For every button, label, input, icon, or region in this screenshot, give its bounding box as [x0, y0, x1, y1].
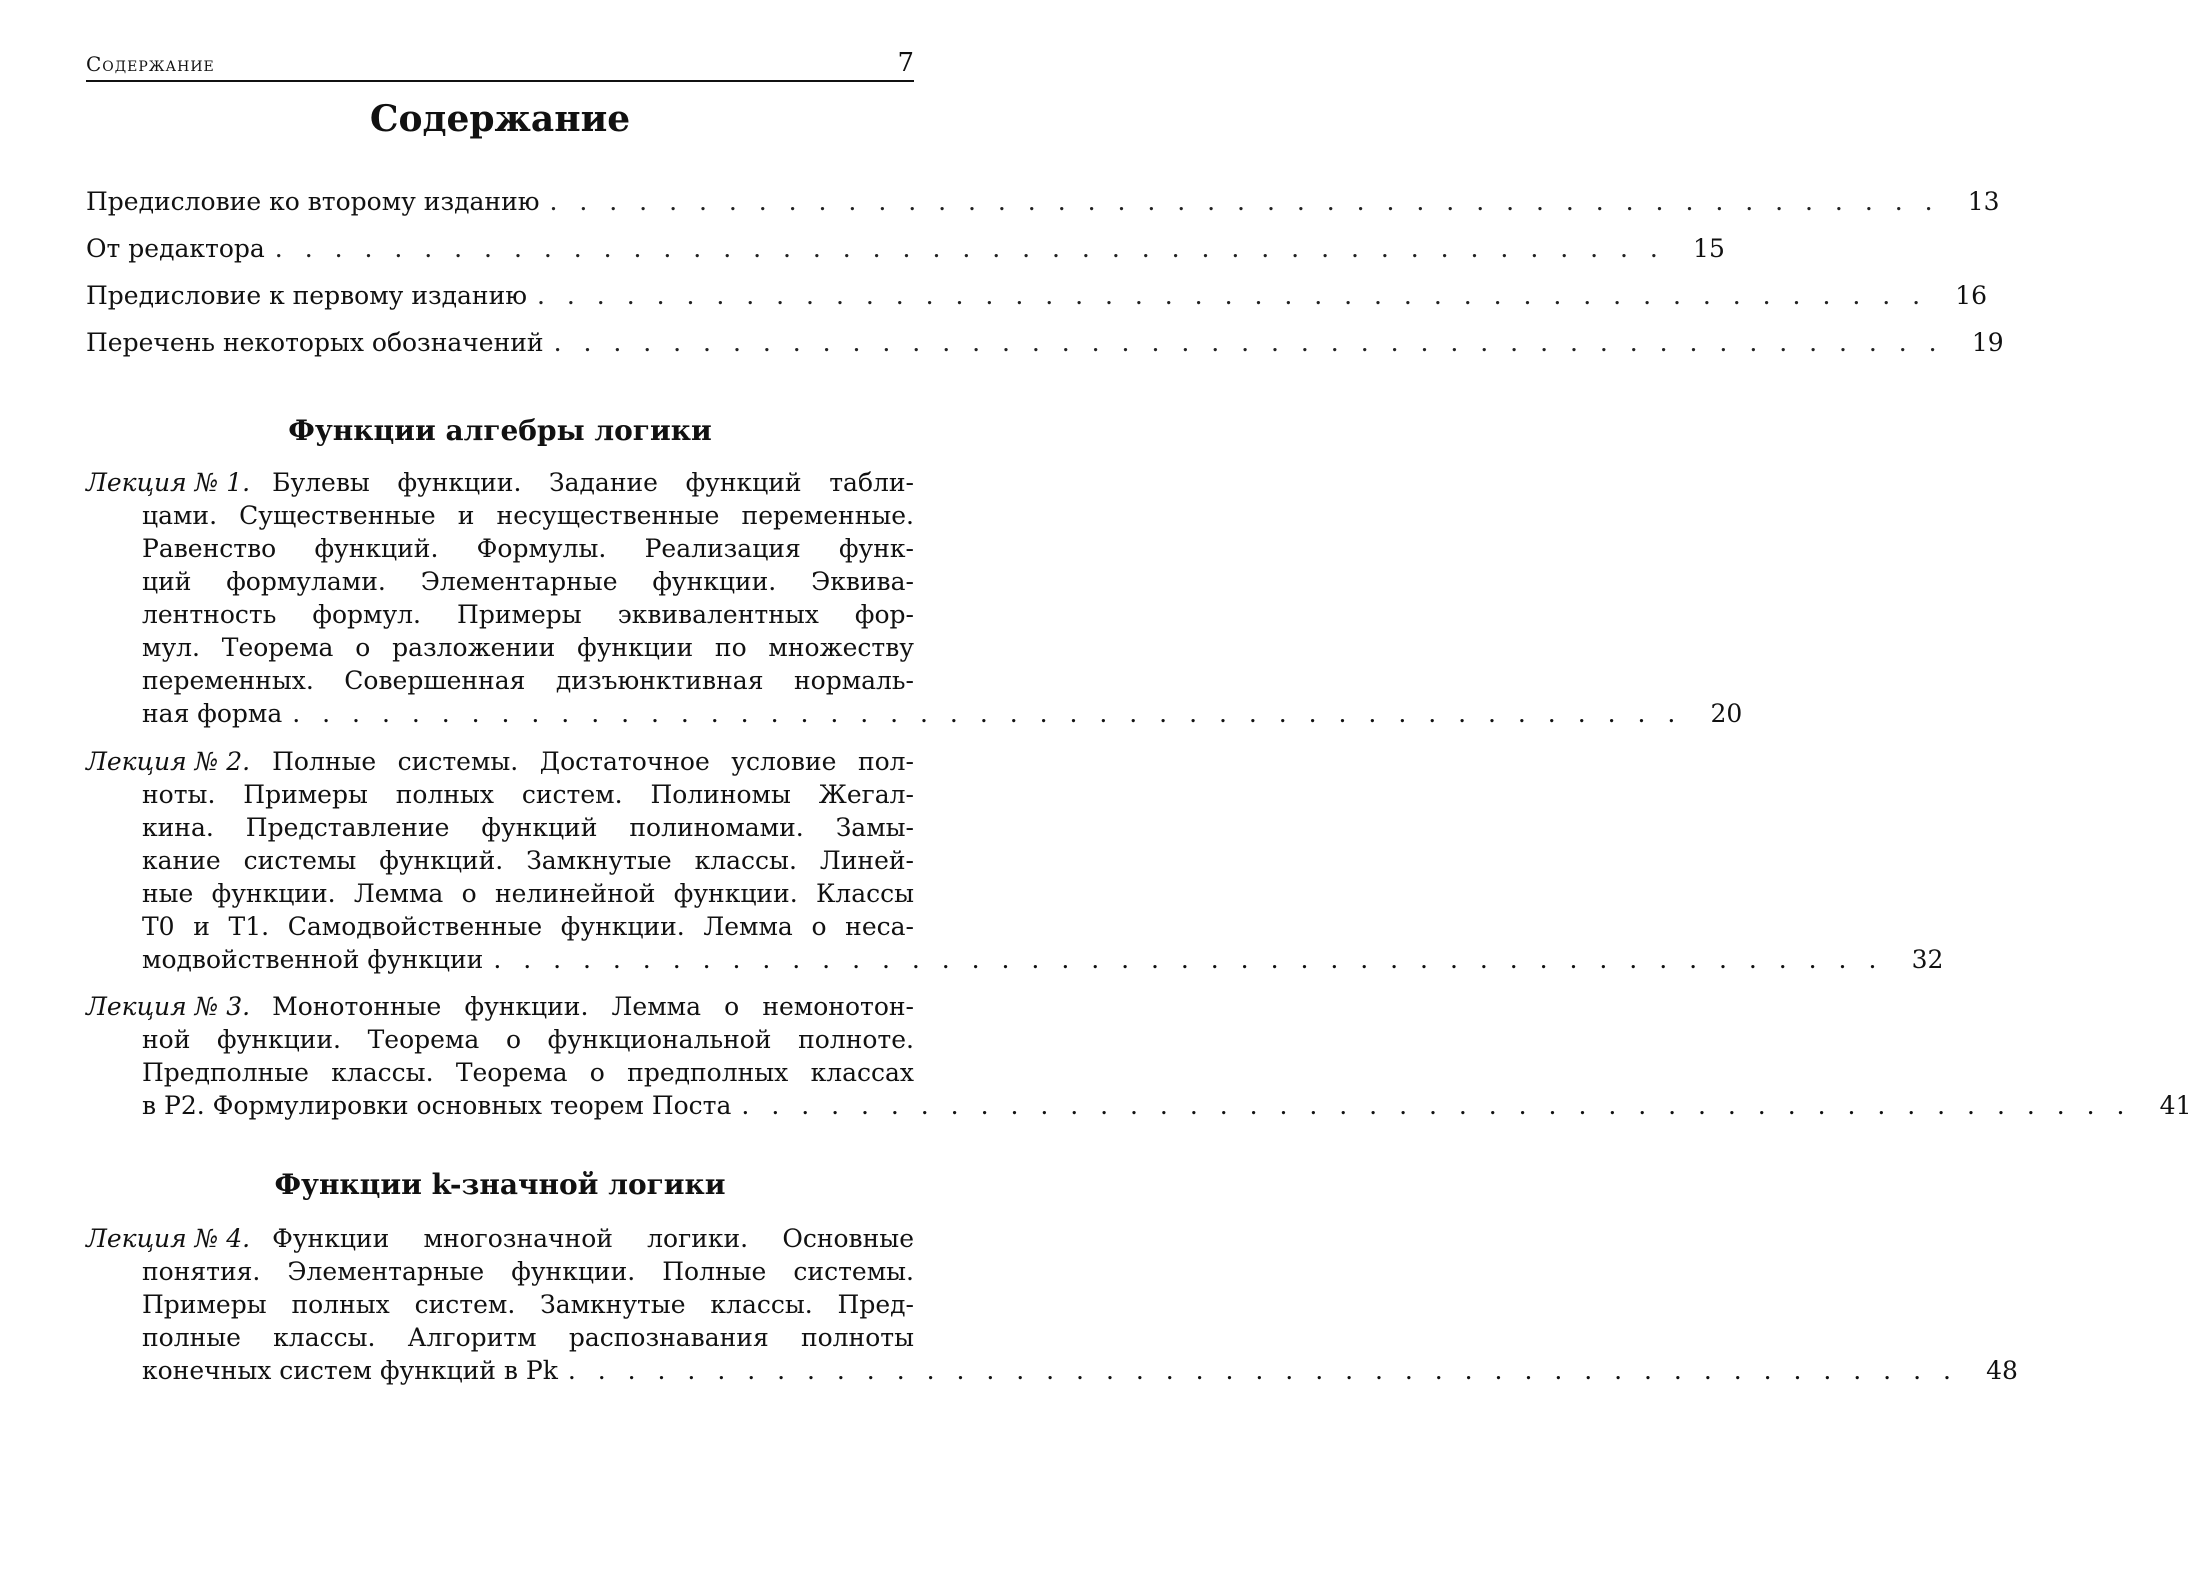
lecture-text: кание системы функций. Замкнутые классы. Линей- — [142, 846, 914, 875]
lecture-label: Лекция № 1. — [86, 468, 251, 497]
lecture-text: ций формулами. Элементарные функции. Эквива- — [142, 567, 914, 596]
lecture-text: мул. Теорема о разложении функции по множеству — [142, 633, 914, 662]
lecture-text: Предполные классы. Теорема о предполных классах — [142, 1058, 914, 1087]
lecture-entry-3[interactable] — [86, 990, 2191, 1122]
lecture-line — [86, 811, 914, 844]
lecture-text: в P2. Формулировки основных теорем Поста — [142, 1091, 732, 1120]
lecture-label: Лекция № 3. — [86, 992, 251, 1021]
running-head-page-number: 7 — [897, 48, 914, 78]
lecture-entry-4[interactable] — [86, 1222, 2018, 1387]
lecture-line — [86, 697, 1743, 730]
toc-entry-editor-note[interactable] — [86, 225, 1725, 272]
leader-dots: . . . . . . . . . . . . . . . . . . . . . . . . . . . . . . . . . . . . . . . . . . . . . . . — [274, 234, 1665, 263]
toc-entry-label: Предисловие к первому изданию — [86, 281, 528, 310]
running-head-title: Содержание — [86, 52, 215, 76]
toc-entry-label: Перечень некоторых обозначений — [86, 328, 544, 357]
leader-dots: . . . . . . . . . . . . . . . . . . . . . . . . . . . . . . . . . . . . . . . . . . . . . . . — [741, 1091, 2132, 1120]
lecture-text: ные функции. Лемма о нелинейной функции. Классы — [142, 879, 914, 908]
toc-entry-notation-list[interactable] — [86, 319, 2004, 366]
lecture-line — [86, 1089, 2191, 1122]
lecture-entry-2[interactable] — [86, 745, 1944, 976]
lecture-label: Лекция № 4. — [86, 1224, 251, 1253]
toc-entry-preface-second-edition[interactable] — [86, 178, 2000, 225]
toc-entry-label: От редактора — [86, 234, 265, 263]
lecture-text: лентность формул. Примеры эквивалентных фор- — [142, 600, 914, 629]
lecture-text: T0 и T1. Самодвойственные функции. Лемма о неса- — [142, 912, 914, 941]
leader-dots: . . . . . . . . . . . . . . . . . . . . . . . . . . . . . . . . . . . . . . . . . . . . . . . — [537, 281, 1928, 310]
lecture-text: Примеры полных систем. Замкнутые классы. Пред- — [142, 1290, 914, 1319]
toc-entry-page: 13 — [1967, 187, 2000, 216]
lecture-line — [86, 1222, 914, 1255]
lecture-line — [86, 745, 914, 778]
toc-title: Содержание — [369, 98, 631, 140]
toc-entry-page: 16 — [1955, 281, 1988, 310]
lecture-line — [86, 1354, 2018, 1387]
lecture-text: полные классы. Алгоритм распознавания полноты — [142, 1323, 914, 1352]
lecture-page: 32 — [1911, 945, 1944, 974]
lecture-text: Полные системы. Достаточное условие пол- — [272, 747, 914, 776]
lecture-line — [86, 990, 914, 1023]
running-head — [86, 48, 914, 82]
lecture-text: Булевы функции. Задание функций табли- — [272, 468, 914, 497]
lecture-line — [86, 910, 914, 943]
leader-dots: . . . . . . . . . . . . . . . . . . . . . . . . . . . . . . . . . . . . . . . . . . . . . . . — [567, 1356, 1958, 1385]
toc-entry-page: 15 — [1693, 234, 1725, 263]
section-heading-k-valued-logic: Функции k-значной логики — [274, 1168, 726, 1201]
lecture-line — [86, 1288, 914, 1321]
toc-entry-label: Предисловие ко второму изданию — [86, 187, 540, 216]
lecture-text: ноты. Примеры полных систем. Полиномы Жегал- — [142, 780, 914, 809]
lecture-text: понятия. Элементарные функции. Полные системы. — [142, 1257, 914, 1286]
lecture-page: 41 — [2159, 1091, 2191, 1120]
lecture-text: Равенство функций. Формулы. Реализация функ- — [142, 534, 914, 563]
lecture-text: ная форма — [142, 699, 283, 728]
front-matter-list — [86, 178, 2004, 366]
leader-dots: . . . . . . . . . . . . . . . . . . . . . . . . . . . . . . . . . . . . . . . . . . . . . . . — [553, 328, 1944, 357]
lecture-line — [86, 532, 914, 565]
lecture-page: 48 — [1986, 1356, 2018, 1385]
lecture-line — [86, 598, 914, 631]
lecture-line — [86, 466, 914, 499]
lecture-line — [86, 1321, 914, 1354]
section-heading-boolean-functions: Функции алгебры логики — [288, 414, 712, 447]
lecture-line — [86, 778, 914, 811]
lecture-text: Функции многозначной логики. Основные — [272, 1224, 914, 1253]
lecture-text: переменных. Совершенная дизъюнктивная нормаль- — [142, 666, 914, 695]
lecture-line — [86, 631, 914, 664]
lecture-line — [86, 1023, 914, 1056]
lecture-line — [86, 1255, 914, 1288]
lecture-text: кина. Представление функций полиномами. Замы- — [142, 813, 914, 842]
lecture-line — [86, 499, 914, 532]
lecture-line — [86, 943, 1944, 976]
lecture-text: конечных систем функций в Pk — [142, 1356, 558, 1385]
toc-entry-page: 19 — [1971, 328, 2004, 357]
lecture-text: цами. Существенные и несущественные переменные. — [142, 501, 914, 530]
lecture-text: Монотонные функции. Лемма о немонотон- — [272, 992, 914, 1021]
lecture-line — [86, 877, 914, 910]
lecture-text: модвойственной функции — [142, 945, 484, 974]
toc-entry-preface-first-edition[interactable] — [86, 272, 1988, 319]
lecture-label: Лекция № 2. — [86, 747, 251, 776]
lecture-line — [86, 565, 914, 598]
leader-dots: . . . . . . . . . . . . . . . . . . . . . . . . . . . . . . . . . . . . . . . . . . . . . . . — [292, 699, 1683, 728]
lecture-page: 20 — [1710, 699, 1743, 728]
lecture-text: ной функции. Теорема о функциональной полноте. — [142, 1025, 914, 1054]
leader-dots: . . . . . . . . . . . . . . . . . . . . . . . . . . . . . . . . . . . . . . . . . . . . . . . — [549, 187, 1940, 216]
lecture-line — [86, 1056, 914, 1089]
lecture-entry-1[interactable] — [86, 466, 1743, 730]
leader-dots: . . . . . . . . . . . . . . . . . . . . . . . . . . . . . . . . . . . . . . . . . . . . . . . — [493, 945, 1884, 974]
lecture-line — [86, 844, 914, 877]
lecture-line — [86, 664, 914, 697]
